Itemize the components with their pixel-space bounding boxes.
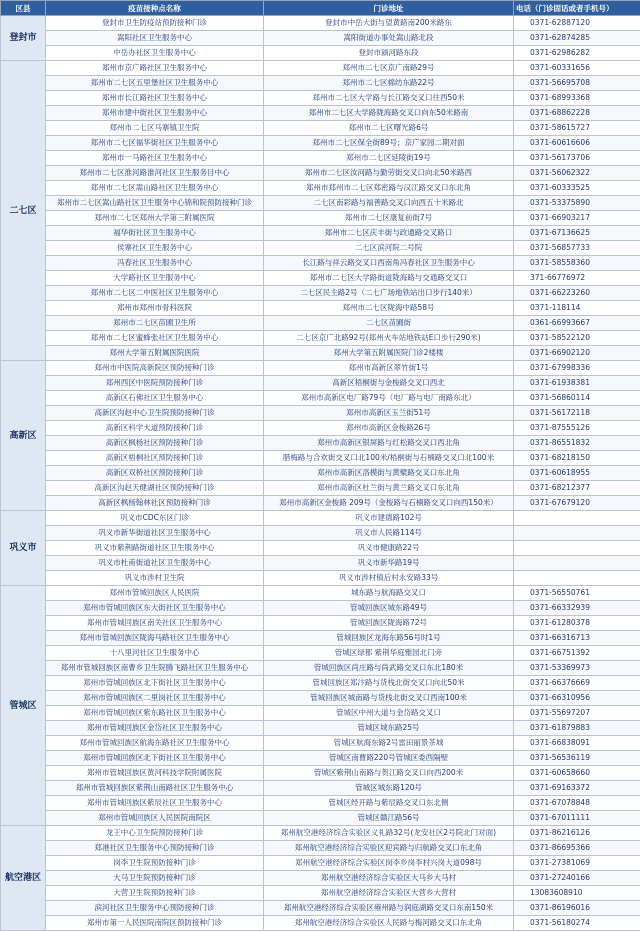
phone-cell: 0371-58522120 <box>514 331 640 346</box>
phone-cell: 0371-56860114 <box>514 391 640 406</box>
district-cell: 航空港区 <box>1 826 46 931</box>
table-row <box>1 541 640 556</box>
table-row <box>1 241 640 256</box>
site-name-cell: 郑州市郑州市骨科医院 <box>46 301 264 316</box>
address-cell: 管城区经开路与紫辰路交叉口东北侧 <box>264 796 514 811</box>
phone-cell: 0371-61938381 <box>514 376 640 391</box>
phone-cell: 0371-118114 <box>514 301 640 316</box>
site-name-cell: 巩义市杜甫街道社区卫生服务中心 <box>46 556 264 571</box>
phone-cell: 0371-68218150 <box>514 451 640 466</box>
phone-cell <box>514 571 640 586</box>
site-name-cell: 高新区枫杨翰林社区预防接种门诊 <box>46 496 264 511</box>
site-name-cell: 郑州市二七区马寨镇卫生院 <box>46 121 264 136</box>
header-address: 门诊地址 <box>264 1 514 16</box>
phone-cell: 0371-67679120 <box>514 496 640 511</box>
site-name-cell: 福华街社区卫生服务中心 <box>46 226 264 241</box>
site-name-cell: 大学路社区卫生服务中心 <box>46 271 264 286</box>
address-cell: 管城区紫荆山南路与贺江路交叉口向西200米 <box>264 766 514 781</box>
address-cell: 郑州航空港经济综合实验区迎宾路与归航路交叉口东北角 <box>264 841 514 856</box>
site-name-cell: 郑州市中医院高新院区预防接种门诊 <box>46 361 264 376</box>
phone-cell <box>514 511 640 526</box>
site-name-cell: 郑州市二七区二中医社区卫生服务中心 <box>46 286 264 301</box>
address-cell: 巩义市人民路114号 <box>264 526 514 541</box>
table-row <box>1 721 640 736</box>
site-name-cell: 郑州市管城回族区航海东路社区卫生服务中心 <box>46 736 264 751</box>
table-row <box>1 76 640 91</box>
table-row <box>1 271 640 286</box>
site-name-cell: 巩义市涉村卫生院 <box>46 571 264 586</box>
table-row <box>1 901 640 916</box>
table-row <box>1 751 640 766</box>
address-cell: 郑州市高新区洛模街与黄檗路交叉口东北角 <box>264 466 514 481</box>
address-cell: 郑州市高新区玉兰街51号 <box>264 406 514 421</box>
site-name-cell: 郑州市二七区嵩山路社区卫生服务中心锦和院预防接种门诊 <box>46 196 264 211</box>
site-name-cell: 郑州市管城回族区紫荆山南路社区卫生服务中心 <box>46 781 264 796</box>
site-name-cell: 郑州市长江路社区卫生服务中心 <box>46 91 264 106</box>
table-row <box>1 601 640 616</box>
table-row <box>1 886 640 901</box>
site-name-cell: 巩义市新华街道社区卫生服务中心 <box>46 526 264 541</box>
table-row <box>1 661 640 676</box>
site-name-cell: 大马卫生院预防接种门诊 <box>46 871 264 886</box>
address-cell: 二七区京广北路92号(郑州火车站地铁站E口步行290米) <box>264 331 514 346</box>
table-row <box>1 826 640 841</box>
site-name-cell: 高新区石佛社区卫生服务中心 <box>46 391 264 406</box>
table-row <box>1 256 640 271</box>
site-name-cell: 郑州市二七区郑州大学第三附属医院 <box>46 211 264 226</box>
table-row <box>1 196 640 211</box>
table-row <box>1 91 640 106</box>
table-row <box>1 511 640 526</box>
phone-cell: 0371-27381069 <box>514 856 640 871</box>
table-row <box>1 181 640 196</box>
phone-cell: 0371-61879883 <box>514 721 640 736</box>
phone-cell: 0371-66903217 <box>514 211 640 226</box>
site-name-cell: 郑州西区中医院预防接种门诊 <box>46 376 264 391</box>
table-row <box>1 676 640 691</box>
table-row <box>1 421 640 436</box>
site-name-cell: 高新区枫杨社区预防接种门诊 <box>46 436 264 451</box>
table-row <box>1 856 640 871</box>
site-name-cell: 郑州市管城回族区东大街社区卫生服务中心 <box>46 601 264 616</box>
site-name-cell: 郑州市管城回族区南关社区卫生服务中心 <box>46 616 264 631</box>
address-cell: 郑州市二七区汝河路与勤劳街交叉口向北50米路西 <box>264 166 514 181</box>
phone-cell: 0371-62874285 <box>514 31 640 46</box>
address-cell: 管城区南曹路220号管城区委西隔壁 <box>264 751 514 766</box>
address-cell: 郑州市郑州市二七区郑密路与汉江路交叉口东北角 <box>264 181 514 196</box>
address-cell: 郑州市高新区杜兰街与黄兰路交叉口东北角 <box>264 481 514 496</box>
phone-cell: 0371-68993368 <box>514 91 640 106</box>
phone-cell: 0371-62887120 <box>514 16 640 31</box>
phone-cell: 0371-86551832 <box>514 436 640 451</box>
table-row <box>1 331 640 346</box>
address-cell: 管城回族区陇海路72号 <box>264 616 514 631</box>
table-row <box>1 451 640 466</box>
site-name-cell: 高新区沟赵中心卫生院预防接种门诊 <box>46 406 264 421</box>
table-row <box>1 736 640 751</box>
site-name-cell: 郑州市管城回族区紫辰社区卫生服务中心 <box>46 796 264 811</box>
table-row <box>1 61 640 76</box>
site-name-cell: 中岳办社区卫生服务中心 <box>46 46 264 61</box>
phone-cell: 0371-86216126 <box>514 826 640 841</box>
table-row <box>1 646 640 661</box>
site-name-cell: 郑州市管城回族区人民医院南院区 <box>46 811 264 826</box>
phone-cell: 0371-56695708 <box>514 76 640 91</box>
table-row <box>1 916 640 931</box>
site-name-cell: 郑州市二七区苗圃卫生所 <box>46 316 264 331</box>
phone-cell: 0371-67011111 <box>514 811 640 826</box>
address-cell: 二七区民主路2号（二七广场地铁站出口步行140米） <box>264 286 514 301</box>
phone-cell: 0371-66316713 <box>514 631 640 646</box>
site-name-cell: 高新区科学大道预防接种门诊 <box>46 421 264 436</box>
phone-cell: 0371-60333525 <box>514 181 640 196</box>
phone-cell: 0371-56180274 <box>514 916 640 931</box>
address-cell: 嵩阳街道办事处嵩山路北段 <box>264 31 514 46</box>
address-cell: 腊梅路与合欢街交叉口北100米/梧桐街与石楠路交叉口北100米 <box>264 451 514 466</box>
table-row <box>1 166 640 181</box>
site-name-cell: 郑州市第一人民医院南院区预防接种门诊 <box>46 916 264 931</box>
site-name-cell: 郑州市二七区福华街社区卫生服务中心 <box>46 136 264 151</box>
address-cell: 管城回族区郑汴路与货栈北街交叉口向北50米 <box>264 676 514 691</box>
phone-cell: 0371-68212377 <box>514 481 640 496</box>
phone-cell: 0371-58615727 <box>514 121 640 136</box>
table-row <box>1 406 640 421</box>
phone-cell: 0371-67078848 <box>514 796 640 811</box>
address-cell: 巩义市涉村镇后村永安路33号 <box>264 571 514 586</box>
address-cell: 郑州市高新区电厂路79号（电厂路与电厂南路东北） <box>264 391 514 406</box>
table-row <box>1 811 640 826</box>
table-row <box>1 286 640 301</box>
phone-cell: 0371-58558360 <box>514 256 640 271</box>
address-cell: 郑州市高新区翠竹街1号 <box>264 361 514 376</box>
site-name-cell: 巩义市CDC东区门诊 <box>46 511 264 526</box>
address-cell: 登封市中岳大街与望黄路南200米路东 <box>264 16 514 31</box>
site-name-cell: 郑州市建中街社区卫生服务中心 <box>46 106 264 121</box>
phone-cell: 0371-53375890 <box>514 196 640 211</box>
site-name-cell: 巩义市紫荆路街道社区卫生服务中心 <box>46 541 264 556</box>
table-row <box>1 376 640 391</box>
table-row <box>1 841 640 856</box>
phone-cell: 0371-66376669 <box>514 676 640 691</box>
address-cell: 管城区航海东路2号雷田丽景茶城 <box>264 736 514 751</box>
header-phone: 电话（门诊固话或者手机号） <box>514 1 640 16</box>
site-name-cell: 郑州市管城回族区二里岗社区卫生服务中心 <box>46 691 264 706</box>
address-cell: 郑州市二七区大学路街道陇海路与交通路交叉口 <box>264 271 514 286</box>
table-row <box>1 436 640 451</box>
header-district: 区县 <box>1 1 46 16</box>
phone-cell: 0371-60331656 <box>514 61 640 76</box>
address-cell: 登封市颍河路东段 <box>264 46 514 61</box>
table-row <box>1 871 640 886</box>
table-row <box>1 31 640 46</box>
address-cell: 郑州市二七区陇海中路58号 <box>264 301 514 316</box>
table-row <box>1 706 640 721</box>
address-cell: 管城回族区城东路49号 <box>264 601 514 616</box>
address-cell: 郑州航空港经济综合实验区人民路与梅河路交叉口东北角 <box>264 916 514 931</box>
phone-cell: 0371-66332939 <box>514 601 640 616</box>
address-cell: 郑州市二七区京广南路29号 <box>264 61 514 76</box>
phone-cell: 0371-53369973 <box>514 661 640 676</box>
site-name-cell: 高新区双桥社区预防接种门诊 <box>46 466 264 481</box>
header-site-name: 疫苗接种点名称 <box>46 1 264 16</box>
site-name-cell: 郑州市管城回族区人民医院 <box>46 586 264 601</box>
phone-cell: 0371-56536119 <box>514 751 640 766</box>
address-cell: 二七区苗圃街 <box>264 316 514 331</box>
district-cell: 高新区 <box>1 361 46 511</box>
site-name-cell: 龙王中心卫生院预防接种门诊 <box>46 826 264 841</box>
phone-cell: 0371-27240166 <box>514 871 640 886</box>
table-row <box>1 616 640 631</box>
address-cell: 郑州市二七区曙光路6号 <box>264 121 514 136</box>
address-cell: 郑州航空港经济综合实验区大营乡大营村 <box>264 886 514 901</box>
address-cell: 城东路与航海路交叉口 <box>264 586 514 601</box>
site-name-cell: 郑州市一马路社区卫生服务中心 <box>46 151 264 166</box>
table-row <box>1 16 640 31</box>
table-row <box>1 466 640 481</box>
phone-cell: 0371-68862228 <box>514 106 640 121</box>
site-name-cell: 郑州市二七区蜜蜂张社区卫生服务中心 <box>46 331 264 346</box>
site-name-cell: 侯寨社区卫生服务中心 <box>46 241 264 256</box>
address-cell: 二七区南彩路与福善路交叉口向西五十米路北 <box>264 196 514 211</box>
site-name-cell: 郑州市管城回族区北下街社区卫生服务中心 <box>46 751 264 766</box>
district-cell: 二七区 <box>1 61 46 361</box>
table-header-row <box>1 1 640 16</box>
district-cell: 登封市 <box>1 16 46 61</box>
site-name-cell: 郑州市京广路社区卫生服务中心 <box>46 61 264 76</box>
phone-cell: 0371-86695366 <box>514 841 640 856</box>
table-row <box>1 346 640 361</box>
table-row <box>1 631 640 646</box>
district-cell: 管城区 <box>1 586 46 826</box>
table-row <box>1 106 640 121</box>
phone-cell <box>514 556 640 571</box>
address-cell: 高新区梧桐街与金梭路交叉口西北 <box>264 376 514 391</box>
table-row <box>1 571 640 586</box>
address-cell: 郑州市二七区延陵街19号 <box>264 151 514 166</box>
address-cell: 郑州市二七区庆丰街与政通路交叉路口 <box>264 226 514 241</box>
table-row <box>1 766 640 781</box>
phone-cell: 0371-55697207 <box>514 706 640 721</box>
phone-cell: 0371-66310956 <box>514 691 640 706</box>
address-cell: 管城回族区尚庄路与尚武路交叉口东北180米 <box>264 661 514 676</box>
table-row <box>1 151 640 166</box>
phone-cell: 0371-61280378 <box>514 616 640 631</box>
phone-cell: 0371-66751392 <box>514 646 640 661</box>
address-cell: 管城区城东路25号 <box>264 721 514 736</box>
site-name-cell: 郑州市二七区淮河路淮河社区卫生服务目中心 <box>46 166 264 181</box>
phone-cell: 0371-60616606 <box>514 136 640 151</box>
phone-cell: 13083608910 <box>514 886 640 901</box>
address-cell: 二七区滨河院二号院 <box>264 241 514 256</box>
site-name-cell: 郑州市二七区嵩山路社区卫生服务中心 <box>46 181 264 196</box>
phone-cell: 0371-56550761 <box>514 586 640 601</box>
table-body <box>1 16 640 931</box>
table-row <box>1 556 640 571</box>
site-name-cell: 冯春社区卫生服务中心 <box>46 256 264 271</box>
address-cell: 管城区绿都 紫荆华庭雅园北门旁 <box>264 646 514 661</box>
phone-cell: 0371-60618955 <box>514 466 640 481</box>
table-row <box>1 796 640 811</box>
address-cell: 管城区城东路120号 <box>264 781 514 796</box>
table-row <box>1 391 640 406</box>
table-row <box>1 481 640 496</box>
table-row <box>1 361 640 376</box>
phone-cell: 0371-67998336 <box>514 361 640 376</box>
site-name-cell: 大营卫生院预防接种门诊 <box>46 886 264 901</box>
phone-cell: 0371-66838091 <box>514 736 640 751</box>
address-cell: 管城回族区城南路与货栈北街交叉口西南100米 <box>264 691 514 706</box>
table-row <box>1 316 640 331</box>
phone-cell <box>514 541 640 556</box>
site-name-cell: 郑州市管城回族区紫东路社区卫生服务中心 <box>46 706 264 721</box>
phone-cell: 0371-87555126 <box>514 421 640 436</box>
phone-cell: 0371-62986282 <box>514 46 640 61</box>
site-name-cell: 郑州大学第五附属医院医院 <box>46 346 264 361</box>
table-row <box>1 211 640 226</box>
address-cell: 巩义市新华路19号 <box>264 556 514 571</box>
address-cell: 郑州市高新区金梭路26号 <box>264 421 514 436</box>
address-cell: 郑州航空港经济综合实验区大马乡大马村 <box>264 871 514 886</box>
site-name-cell: 岗李卫生院预防接种门诊 <box>46 856 264 871</box>
phone-cell: 0361-66993667 <box>514 316 640 331</box>
address-cell: 管城回族区龙海东路56号时1号 <box>264 631 514 646</box>
site-name-cell: 滨河社区卫生服务中心预防接种门诊 <box>46 901 264 916</box>
site-name-cell: 郑州市管城回族区南曹乡卫生院腾飞路社区卫生服务中心 <box>46 661 264 676</box>
phone-cell: 0371-66902120 <box>514 346 640 361</box>
address-cell: 郑州市二七区保全街89号；京广家园二期对面 <box>264 136 514 151</box>
address-cell: 郑州市二七区康复前街7号 <box>264 211 514 226</box>
address-cell: 郑州市二七区大学路陇海路交叉口向东50米路南 <box>264 106 514 121</box>
site-name-cell: 高新区沟赵天健湖社区预防接种门诊 <box>46 481 264 496</box>
address-cell: 郑州航空港经济综合实验区岗李乡岗李村兴岗大道098号 <box>264 856 514 871</box>
address-cell: 郑州大学第五附属医院门诊2楼楼 <box>264 346 514 361</box>
phone-cell: 0371-86196016 <box>514 901 640 916</box>
address-cell: 巩义市健康路22号 <box>264 541 514 556</box>
phone-cell: 0371-56062322 <box>514 166 640 181</box>
table-row <box>1 691 640 706</box>
phone-cell: 0371-56173706 <box>514 151 640 166</box>
address-cell: 郑州航空港经济综合实验区雍州路与润庭湖路交叉口东南150米 <box>264 901 514 916</box>
site-name-cell: 郑州市管城回族区金岱社区卫生服务中心 <box>46 721 264 736</box>
table-row <box>1 526 640 541</box>
site-name-cell: 嵩阳社区卫生服务中心 <box>46 31 264 46</box>
site-name-cell: 郑港社区卫生服务中心预防接种门诊 <box>46 841 264 856</box>
address-cell: 郑州市高新区银屏路与红松路交叉口西北角 <box>264 436 514 451</box>
table-row <box>1 46 640 61</box>
site-name-cell: 登封市卫生防疫站预防接种门诊 <box>46 16 264 31</box>
address-cell: 管城区赣江路56号 <box>264 811 514 826</box>
phone-cell: 0371-56857733 <box>514 241 640 256</box>
address-cell: 郑州航空港经济综合实验区义礼路32号(龙安社区2号院北门对面) <box>264 826 514 841</box>
site-name-cell: 高新区梧桐社区预防接种门诊 <box>46 451 264 466</box>
phone-cell: 0371-56172118 <box>514 406 640 421</box>
site-name-cell: 郑州市管城回族区陇海马路社区卫生服务中心 <box>46 631 264 646</box>
phone-cell <box>514 526 640 541</box>
site-name-cell: 郑州市管城回族区北下街社区卫生服务中心 <box>46 676 264 691</box>
address-cell: 郑州市二七区大学路与长江路交叉口往西50米 <box>264 91 514 106</box>
address-cell: 巩义市建德路102号 <box>264 511 514 526</box>
phone-cell: 371-66776972 <box>514 271 640 286</box>
table-row <box>1 301 640 316</box>
address-cell: 长江路与祥云路交叉口西南角冯春社区卫生服务中心 <box>264 256 514 271</box>
address-cell: 管城区中州大道与金岱路交叉口 <box>264 706 514 721</box>
phone-cell: 0371-69163372 <box>514 781 640 796</box>
table-row <box>1 496 640 511</box>
table-row <box>1 226 640 241</box>
phone-cell: 0371-66223260 <box>514 286 640 301</box>
table-row <box>1 781 640 796</box>
table-row <box>1 586 640 601</box>
site-name-cell: 郑州市管城回族区黄河科技学院附属医院 <box>46 766 264 781</box>
site-name-cell: 十八里河社区卫生服务中心 <box>46 646 264 661</box>
phone-cell: 0371-60658660 <box>514 766 640 781</box>
table-row <box>1 121 640 136</box>
district-cell: 巩义市 <box>1 511 46 586</box>
address-cell: 郑州市高新区金梭路 209号（金梭路与石楠路交叉口向西150米） <box>264 496 514 511</box>
table-row <box>1 136 640 151</box>
site-name-cell: 郑州市二七区五里堡社区卫生服务中心 <box>46 76 264 91</box>
address-cell: 郑州市二七区棉纺东路22号 <box>264 76 514 91</box>
phone-cell: 0371-67136625 <box>514 226 640 241</box>
